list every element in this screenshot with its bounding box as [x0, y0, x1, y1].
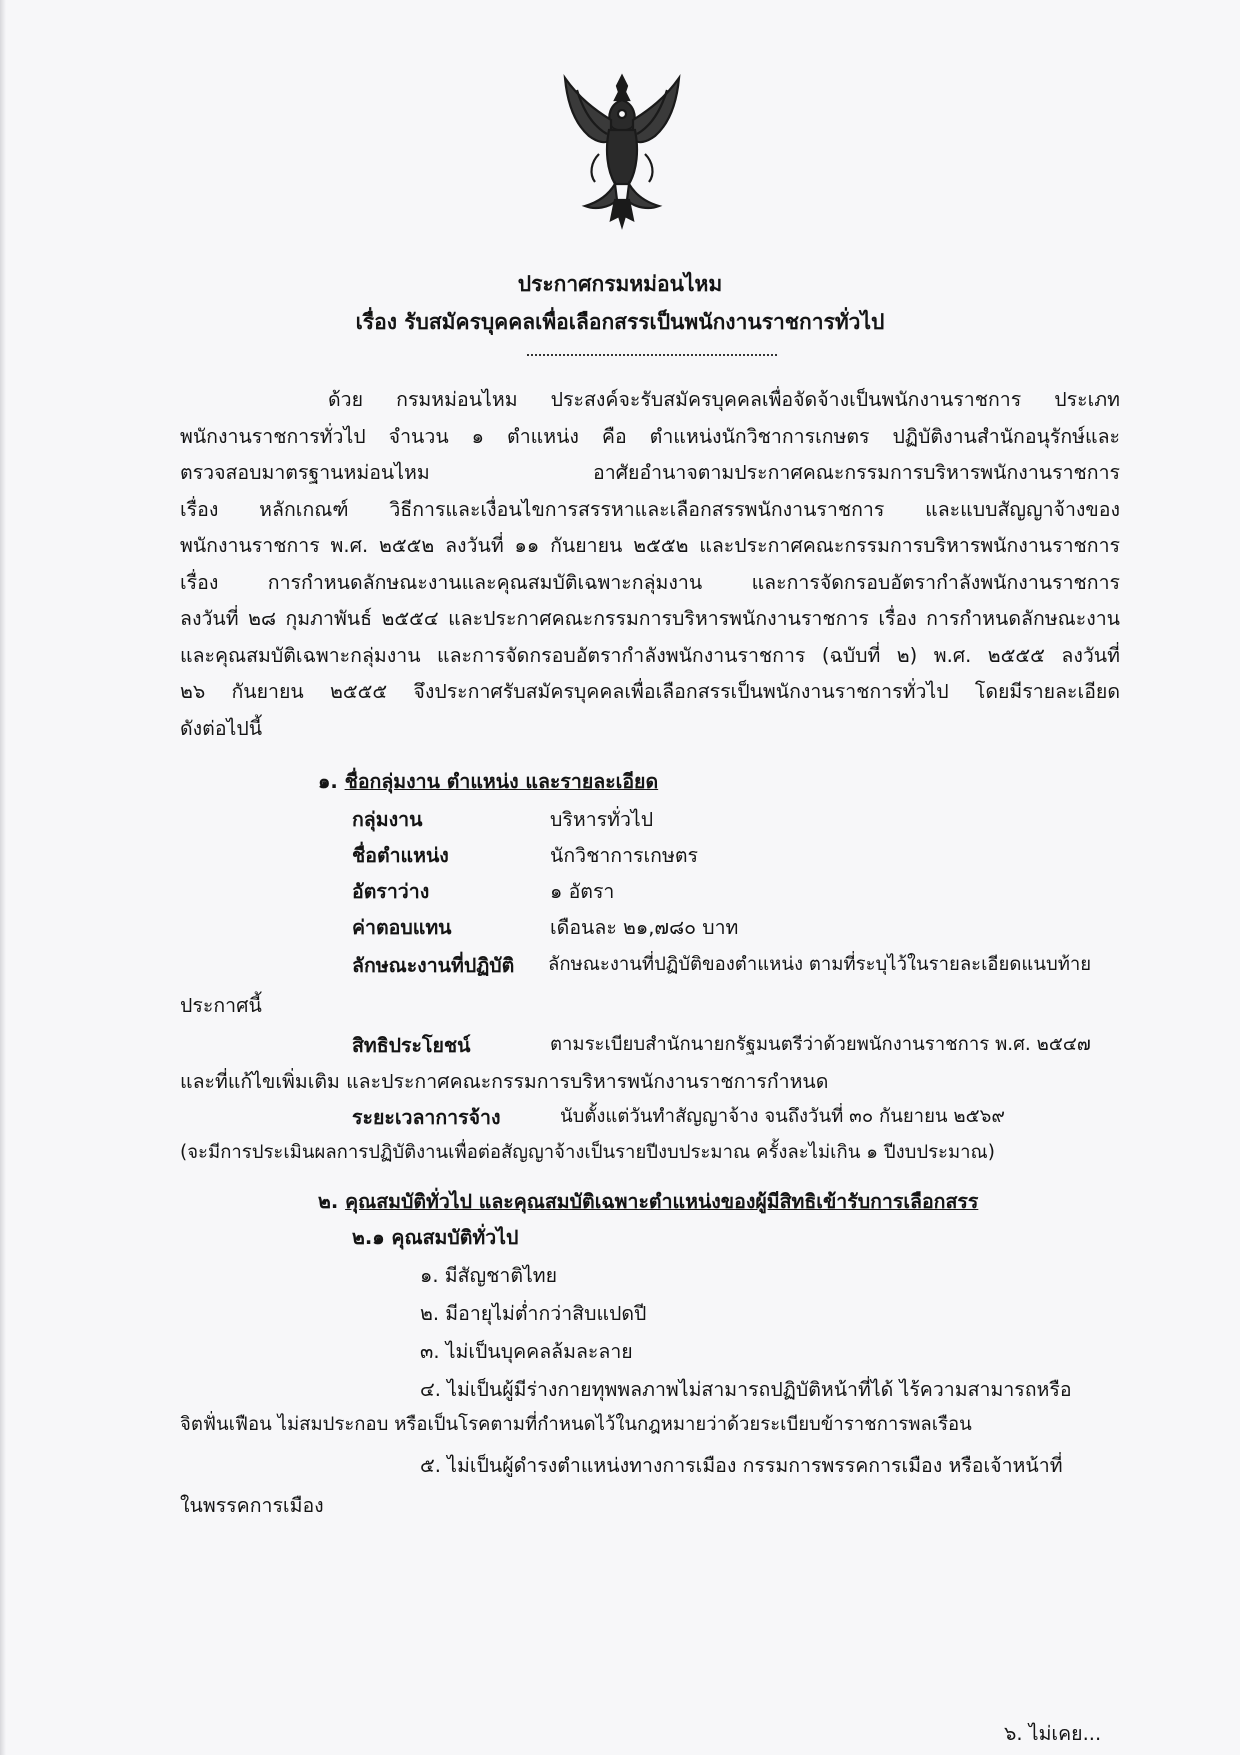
qualification-item: ๕. ไม่เป็นผู้ดำรงตำแหน่งทางการเมือง กรรมการพรรคการเมือง หรือเจ้าหน้าที่: [420, 1454, 1063, 1477]
section1-number: ๑.: [318, 770, 338, 793]
intro-line: ลงวันที่ ๒๘ กุมภาพันธ์ ๒๕๕๔ และประกาศคณะกรรมการบริหารพนักงานราชการ เรื่อง การกำหนดลักษณะงาน: [180, 607, 1120, 630]
benefit-continuation: และที่แก้ไขเพิ่มเติม และประกาศคณะกรรมการบริหารพนักงานราชการกำหนด: [180, 1070, 829, 1093]
section1-title: ชื่อกลุ่มงาน ตำแหน่ง และรายละเอียด: [344, 770, 659, 793]
next-page-marker: ๖. ไม่เคย...: [1004, 1722, 1102, 1745]
intro-line: ๒๖ กันยายน ๒๕๕๕ จึงประกาศรับสมัครบุคคลเพื่อเลือกสรรเป็นพนักงานราชการทั่วไป โดยมีรายละเอียด: [180, 680, 1120, 703]
field-label: ลักษณะงานที่ปฏิบัติ: [352, 954, 515, 977]
intro-line: และคุณสมบัติเฉพาะกลุ่มงาน และการจัดกรอบอัตรากำลังพนักงานราชการ (ฉบับที่ ๒) พ.ศ. ๒๕๕๕ ลงวันที่: [180, 643, 1120, 667]
field-value: บริหารทั่วไป: [550, 808, 654, 831]
field-label: ชื่อตำแหน่ง: [352, 844, 449, 867]
document-subject: เรื่อง รับสมัครบุคคลเพื่อเลือกสรรเป็นพนักงานราชการทั่วไป: [355, 310, 885, 334]
intro-paragraph: [180, 382, 1120, 747]
intro-line: พนักงานราชการทั่วไป จำนวน ๑ ตำแหน่ง คือ ตำแหน่งนักวิชาการเกษตร ปฏิบัติงานสำนักอนุรักษ์และ: [180, 424, 1120, 448]
qualification-item: ๒. มีอายุไม่ต่ำกว่าสิบแปดปี: [420, 1302, 647, 1325]
section2-subheading: ๒.๑ คุณสมบัติทั่วไป: [352, 1226, 519, 1249]
intro-line: ตรวจสอบมาตรฐานหม่อนไหม อาศัยอำนาจตามประกาศคณะกรรมการบริหารพนักงานราชการ: [180, 461, 1120, 484]
qualification-continuation: จิตฟั่นเฟือน ไม่สมประกอบ หรือเป็นโรคตามที่กำหนดไว้ในกฎหมายว่าด้วยระเบียบข้าราชการพลเรือน: [180, 1414, 972, 1435]
section1-heading: [318, 766, 658, 797]
field-continuation: ประกาศนี้: [180, 994, 262, 1017]
field-value: ๑ อัตรา: [550, 880, 615, 903]
section2-title: คุณสมบัติทั่วไป และคุณสมบัติเฉพาะตำแหน่งของผู้มีสิทธิเข้ารับการเลือกสรร: [345, 1190, 979, 1213]
intro-line: พนักงานราชการ พ.ศ. ๒๕๕๒ ลงวันที่ ๑๑ กันยายน ๒๕๕๒ และประกาศคณะกรรมการบริหารพนักงานราชการ: [180, 534, 1120, 557]
period-label: ระยะเวลาการจ้าง: [352, 1106, 501, 1129]
section2-number: ๒.: [318, 1190, 339, 1213]
period-value: นับตั้งแต่วันทำสัญญาจ้าง จนถึงวันที่ ๓๐ กันยายน ๒๕๖๙: [560, 1106, 1005, 1127]
field-value: เดือนละ ๒๑,๗๘๐ บาท: [550, 916, 739, 939]
qualification-item: ๔. ไม่เป็นผู้มีร่างกายทุพพลภาพไม่สามารถปฏิบัติหน้าที่ได้ ไร้ความสามารถหรือ: [420, 1378, 1072, 1401]
benefit-value: ตามระเบียบสำนักนายกรัฐมนตรีว่าด้วยพนักงานราชการ พ.ศ. ๒๕๔๗: [550, 1034, 1091, 1055]
intro-line: ดังต่อไปนี้: [180, 716, 263, 740]
field-label: อัตราว่าง: [352, 880, 430, 903]
period-continuation: (จะมีการประเมินผลการปฏิบัติงานเพื่อต่อสัญญาจ้างเป็นรายปีงบประมาณ ครั้งละไม่เกิน ๑ ปีงบประมาณ): [180, 1142, 995, 1163]
intro-line: เรื่อง หลักเกณฑ์ วิธีการและเงื่อนไขการสรรหาและเลือกสรรพนักงานราชการ และแบบสัญญาจ้างของ: [180, 497, 1120, 521]
garuda-emblem-icon: [555, 70, 690, 230]
field-value: ลักษณะงานที่ปฏิบัติของตำแหน่ง ตามที่ระบุไว้ในรายละเอียดแนบท้าย: [548, 954, 1092, 975]
intro-line: ด้วย กรมหม่อนไหม ประสงค์จะรับสมัครบุคคลเพื่อจัดจ้างเป็นพนักงานราชการ ประเภท: [328, 388, 1120, 411]
field-label: กลุ่มงาน: [352, 808, 423, 831]
field-label: ค่าตอบแทน: [352, 916, 452, 939]
separator-dots: [527, 354, 777, 356]
section2-heading: [318, 1186, 978, 1217]
benefit-label: สิทธิประโยชน์: [352, 1034, 471, 1057]
document-title: ประกาศกรมหม่อนไหม: [517, 272, 723, 296]
qualification-continuation: ในพรรคการเมือง: [180, 1494, 324, 1517]
qualification-item: ๑. มีสัญชาติไทย: [420, 1264, 558, 1287]
intro-line: เรื่อง การกำหนดลักษณะงานและคุณสมบัติเฉพาะกลุ่มงาน และการจัดกรอบอัตรากำลังพนักงานราชการ: [180, 570, 1120, 594]
qualification-item: ๓. ไม่เป็นบุคคลล้มละลาย: [420, 1340, 633, 1363]
field-value: นักวิชาการเกษตร: [550, 844, 698, 867]
